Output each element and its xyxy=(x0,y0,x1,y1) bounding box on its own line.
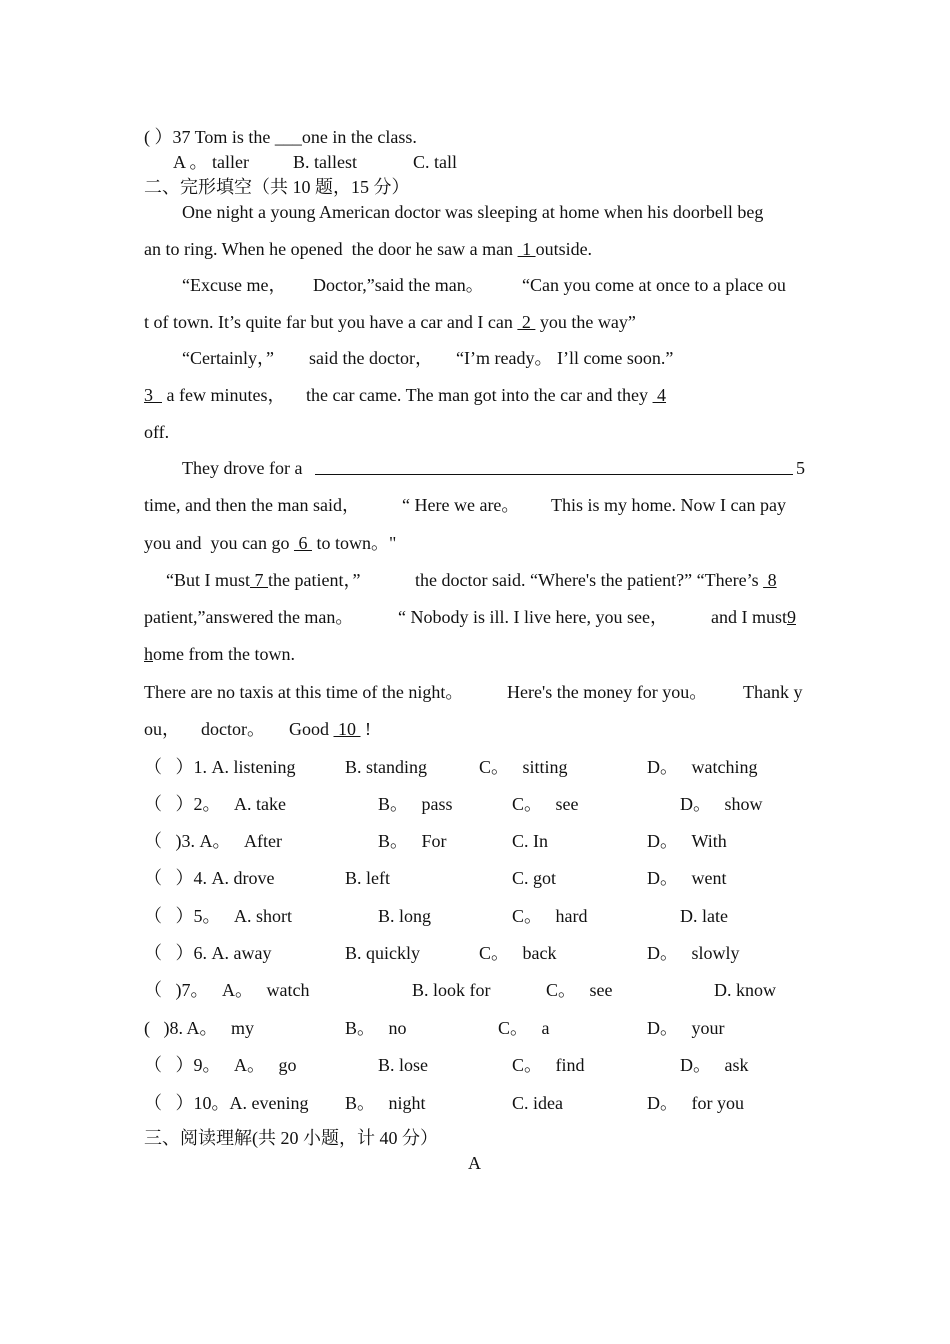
passage-line-5a: “Certainly，” xyxy=(182,348,274,368)
option-row-8-d: D。 your xyxy=(647,1018,725,1038)
passage-line-3a: “Excuse me， xyxy=(182,275,287,295)
passage-line-12c: and I must9 xyxy=(711,607,796,627)
passage-line-5c: “I’m ready。 I’ll come soon.” xyxy=(456,348,674,368)
passage-line-11c: the doctor said. “Where's the patient?” “There’s 8 xyxy=(415,570,777,590)
passage-line-1: One night a young American doctor was sleeping at home when his doorbell beg xyxy=(182,202,764,222)
option-row-5-b: B. long xyxy=(378,906,432,926)
blank-2: 2 xyxy=(517,312,536,332)
passage-line-12b: “ Nobody is ill. I live here, you see， xyxy=(398,607,668,627)
option-row-4-num: （ ）4. A. drove xyxy=(144,868,275,888)
section-3-part-a: A xyxy=(468,1153,481,1173)
passage-line-6b: the car came. The man got into the car and they 4 xyxy=(306,385,667,405)
passage-line-3c: “Can you come at once to a place ou xyxy=(522,275,786,295)
passage-line-15b: doctor。 xyxy=(201,719,265,739)
option-row-2-num: （ ）2。 A. take xyxy=(144,794,286,814)
option-row-8-num: ( )8. A。 my xyxy=(144,1018,254,1038)
option-row-7-c: C。 see xyxy=(546,980,613,1000)
option-row-9-num: （ ）9。 A。 go xyxy=(144,1055,297,1075)
passage-line-2: an to ring. When he opened the door he saw a man 1 outside. xyxy=(144,239,593,259)
option-row-6-b: B. quickly xyxy=(345,943,420,963)
option-row-10-c: C. idea xyxy=(512,1093,563,1113)
option-row-3-c: C. In xyxy=(512,831,548,851)
option-row-7-b: B. look for xyxy=(412,980,491,1000)
passage-line-7: off. xyxy=(144,422,170,442)
passage-line-11a: “But I must 7 the patient，” xyxy=(166,570,361,590)
passage-line-14b: Here's the money for you。 xyxy=(507,682,708,702)
passage-line-8: They drove for a xyxy=(182,458,307,478)
option-row-6-num: （ ）6. A. away xyxy=(144,943,272,963)
option-row-8-b: B。 no xyxy=(345,1018,407,1038)
option-row-5-c: C。 hard xyxy=(512,906,588,926)
option-row-10-num: （ ）10。A. evening xyxy=(144,1093,309,1113)
option-row-2-d: D。 show xyxy=(680,794,763,814)
option-row-6-d: D。 slowly xyxy=(647,943,740,963)
passage-line-10: you and you can go 6 to town。" xyxy=(144,533,397,553)
option-row-2-b: B。 pass xyxy=(378,794,453,814)
option-row-1-c: C。 sitting xyxy=(479,757,568,777)
option-row-5-d: D. late xyxy=(680,906,728,926)
passage-line-9a: time, and then the man said， xyxy=(144,495,360,515)
question-37-stem: ( ）37 Tom is the ___one in the class. xyxy=(144,127,417,147)
blank-4: 4 xyxy=(652,385,667,405)
option-row-1-b: B. standing xyxy=(345,757,428,777)
option-row-6-c: C。 back xyxy=(479,943,557,963)
blank-8: 8 xyxy=(763,570,777,590)
passage-line-14c: Thank y xyxy=(743,682,803,702)
option-row-5-num: （ ）5。 A. short xyxy=(144,906,292,926)
passage-line-5b: said the doctor， xyxy=(309,348,433,368)
option-row-8-c: C。 a xyxy=(498,1018,550,1038)
blank-9: 9 xyxy=(787,607,796,627)
section-2-title: 二、完形填空（共 10 题，15 分） xyxy=(144,177,410,197)
passage-line-3b: Doctor,”said the man。 xyxy=(313,275,484,295)
option-row-10-b: B。 night xyxy=(345,1093,426,1113)
question-37-option-a: A 。 taller xyxy=(173,152,249,172)
option-row-3-b: B。 For xyxy=(378,831,447,851)
question-37-option-b: B. tallest xyxy=(293,152,357,172)
passage-line-15c: Good 10 ! xyxy=(289,719,371,739)
passage-line-13: home from the town. xyxy=(144,644,295,664)
option-row-9-d: D。 ask xyxy=(680,1055,749,1075)
option-row-3-num: （ )3. A。 After xyxy=(144,831,282,851)
blank-1: 1 xyxy=(517,239,536,259)
option-row-1-d: D。 watching xyxy=(647,757,758,777)
option-row-1-num: （ ）1. A. listening xyxy=(144,757,296,777)
option-row-9-b: B. lose xyxy=(378,1055,429,1075)
passage-line-4: t of town. It’s quite far but you have a car and I can 2 you the way” xyxy=(144,312,636,332)
option-row-2-c: C。 see xyxy=(512,794,579,814)
option-row-9-c: C。 find xyxy=(512,1055,585,1075)
passage-line-9c: This is my home. Now I can pay xyxy=(551,495,786,515)
option-row-3-d: D。 With xyxy=(647,831,727,851)
blank-3: 3 xyxy=(144,385,162,405)
blank-7: 7 xyxy=(250,570,268,590)
option-row-4-b: B. left xyxy=(345,868,390,888)
passage-line-15a: ou， xyxy=(144,719,180,739)
option-row-4-c: C. got xyxy=(512,868,557,888)
passage-line-14a: There are no taxis at this time of the night。 xyxy=(144,682,464,702)
blank-10: 10 xyxy=(333,719,361,739)
section-3-title: 三、阅读理解(共 20 小题，计 40 分） xyxy=(144,1128,438,1148)
passage-line-12a: patient,”answered the man。 xyxy=(144,607,354,627)
blank-5: 5 xyxy=(796,458,805,478)
blank-5-line xyxy=(315,474,793,475)
question-37-option-c: C. tall xyxy=(413,152,457,172)
option-row-4-d: D。 went xyxy=(647,868,727,888)
blank-6: 6 xyxy=(293,533,312,553)
passage-line-6a: 3 a few minutes， xyxy=(144,385,286,405)
option-row-10-d: D。 for you xyxy=(647,1093,744,1113)
option-row-7-num: （ )7。 A。 watch xyxy=(144,980,310,1000)
option-row-7-d: D. know xyxy=(714,980,776,1000)
passage-line-9b: “ Here we are。 xyxy=(402,495,520,515)
